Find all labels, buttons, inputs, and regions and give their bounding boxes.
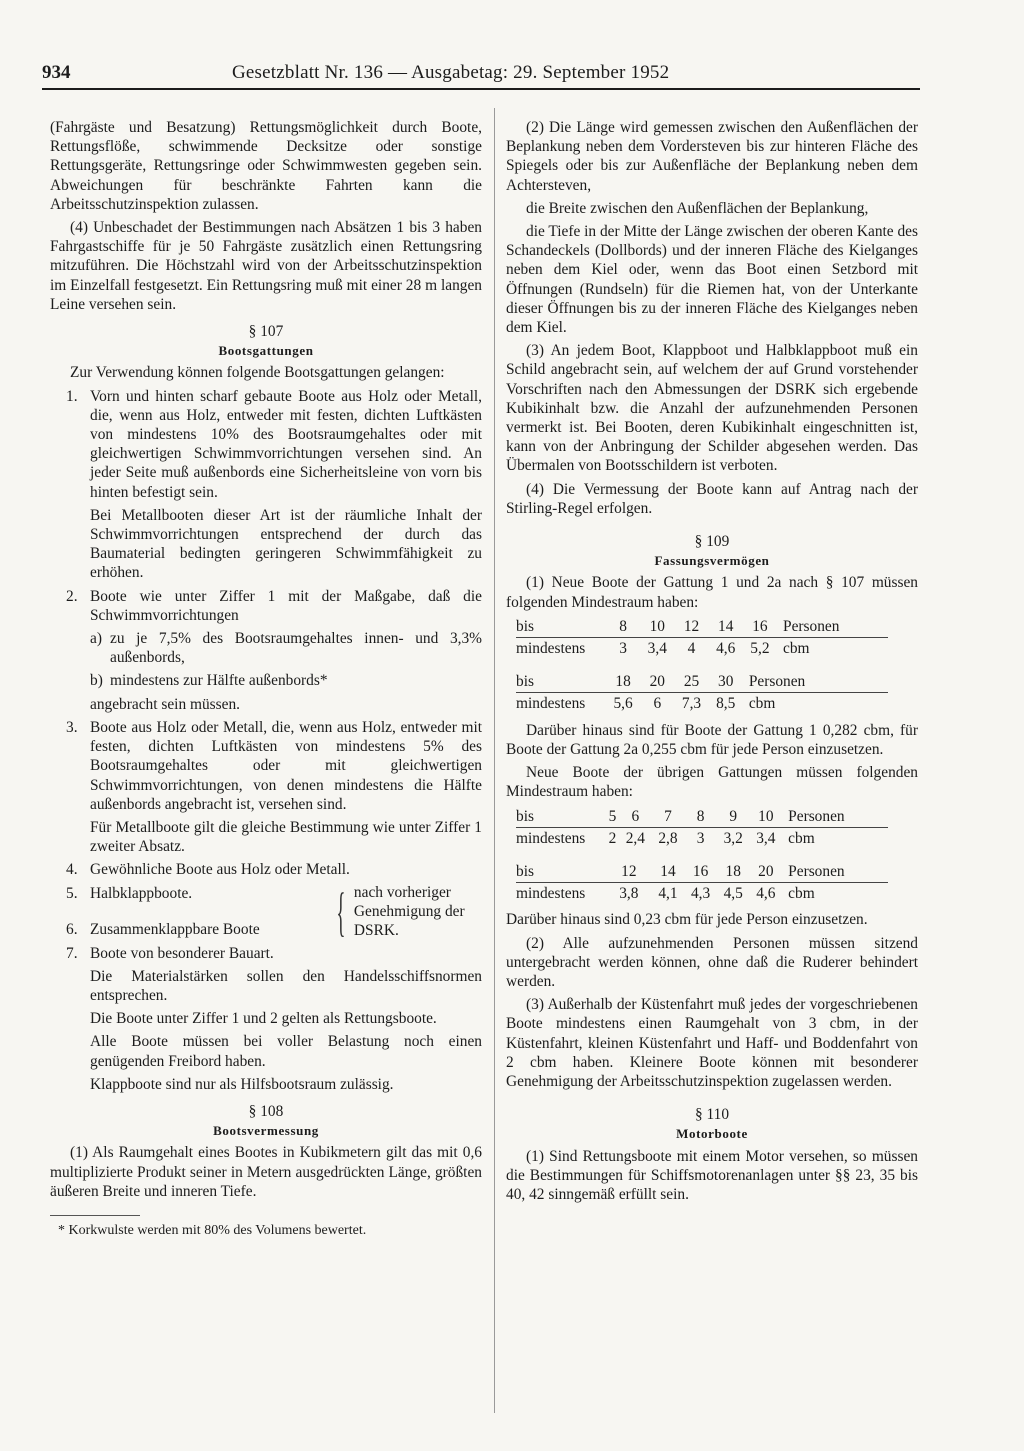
paragraph: die Breite zwischen den Außenflächen der Beplankung, <box>526 199 869 217</box>
item-number: 7. <box>66 944 78 962</box>
paragraph: Darüber hinaus sind für Boote der Gattung 1 0,282 cbm, für Boote der Gattung 2a 0,255 cbm für jede Person einzusetzen. <box>506 721 918 758</box>
paragraph: (1) Als Raumgehalt eines Bootes in Kubikmetern gilt das mit 0,6 multiplizierte Produkt seiner in Metern ausgedrückten Länge, größten äußeren Breite und inneren Tiefe. <box>50 1144 482 1200</box>
table-row <box>516 616 888 638</box>
table-cell: 5 <box>606 806 619 828</box>
table-row <box>516 638 888 660</box>
table-cell: 18 <box>717 861 750 883</box>
table-cell: 30 <box>709 671 743 693</box>
paragraph: Neue Boote der übrigen Gattungen müssen folgenden Mindestraum haben: <box>506 764 918 801</box>
table-cell: 7 <box>652 806 685 828</box>
header-title: Gesetzblatt Nr. 136 — Ausgabetag: 29. September 1952 <box>232 62 670 83</box>
paragraph: (2) Alle aufzunehmenden Personen müssen sitzend untergebracht werden können, ohne daß die Ruderer behindert werden. <box>506 934 918 990</box>
page-number: 934 <box>42 62 71 83</box>
paragraph: (1) Neue Boote der Gattung 1 und 2a nach § 107 müssen folgenden Mindestraum haben: <box>506 574 918 611</box>
brace-group <box>50 881 482 942</box>
left-column <box>50 118 482 1243</box>
paragraph: (1) Sind Rettungsboote mit einem Motor versehen, so müssen die Bestimmungen für Schiffsmotorenanlagen unter §§ 23, 35 bis 40, 42 sinngemäß erfüllt sein. <box>506 1147 918 1203</box>
table-cell: 3,8 <box>619 885 639 903</box>
section-title: Bootsgattungen <box>218 343 314 359</box>
sub-list-item <box>90 671 482 690</box>
paragraph: (4) Die Vermessung der Boote kann auf Antrag nach der Stirling-Regel erfolgen. <box>506 480 918 517</box>
item-text: Vorn und hinten scharf gebaute Boote aus Holz oder Metall, die, wenn aus Holz, entweder mit festen, dichten Luftkästen von mindestens 10% des Bootsraumgehaltes oder mit gleichwertigen Schwimmvorrichtungen versehen sind. An jeder Seite muß außenbords eine Sicherheitsleine von vorn bis hinten befestigt sein. <box>90 387 482 501</box>
table-cell: 3,4 <box>647 640 667 658</box>
table-cell: 12 <box>674 616 708 638</box>
table-cell: 7,3 <box>681 695 702 713</box>
table-cell: 14 <box>652 861 685 883</box>
item-subparagraph: Alle Boote müssen bei voller Belastung noch einen genügenden Freibord haben. <box>90 1033 482 1070</box>
table-cell: 8,5 <box>716 695 736 713</box>
section-number: § 107 <box>248 323 284 341</box>
item-number: 1. <box>66 387 78 405</box>
item-letter: a) <box>90 630 102 648</box>
table-cell: 8 <box>684 806 717 828</box>
paragraph: (2) Die Länge wird gemessen zwischen den Außenflächen der Beplankung neben dem Vordersteven bis zur hinteren Fläche des Spiegels oder bis zur Außenfläche der Beplankung neben dem Achtersteven, <box>506 119 918 194</box>
table-cell: 2,4 <box>625 829 645 847</box>
table-cell: cbm <box>788 829 815 847</box>
table-cell: 4 <box>687 640 696 658</box>
table-cell: 4,6 <box>756 885 776 903</box>
table-row <box>516 693 888 715</box>
section-title: Motorboote <box>676 1126 748 1142</box>
table-cell: bis <box>516 671 606 693</box>
list-item <box>50 718 482 814</box>
table-cell: 6 <box>653 695 662 713</box>
item-number: 5. <box>66 885 78 903</box>
list-item <box>50 387 482 502</box>
list-item <box>50 944 482 963</box>
item-number: 3. <box>66 718 78 736</box>
table-cell: 14 <box>709 616 743 638</box>
table-cell: Personen <box>743 671 888 693</box>
item-number: 6. <box>66 920 78 938</box>
table-cell: 12 <box>606 861 652 883</box>
table-row <box>516 806 888 828</box>
table-cell: 16 <box>684 861 717 883</box>
item-text: Boote von besonderer Bauart. <box>90 944 274 962</box>
table-cell: Personen <box>782 861 888 883</box>
column-divider <box>494 108 495 1413</box>
table-cell: 5,6 <box>613 695 633 713</box>
table-cell: 20 <box>750 861 783 883</box>
item-text: zu je 7,5% des Bootsraumgehaltes innen- und 3,3% außenbords, <box>110 630 482 667</box>
item-text: Zusammenklappbare Boote <box>90 920 260 938</box>
page-header <box>42 58 920 90</box>
item-text: Boote aus Holz oder Metall, die, wenn aus Holz, entweder mit festen, dichten Luftkästen von mindestens 5% des Bootsraumgehaltes oder mit gleichwertigen Schwimmvorrichtungen, von denen mindestens die Hälfte außenbords angebracht ist, versehen sind. <box>90 718 482 813</box>
table-cell: Personen <box>777 616 888 638</box>
paragraph: (3) An jedem Boot, Klappboot und Halbklappboot muß ein Schild angebracht sein, auf welchem der auf Grund vorstehender Vorschriften nach den Abmessungen der DSRK sich ergebende Kubikinhalt bzw. die Anzahl der aufzunehmenden Personen vermerkt ist. Bei Booten, deren Kubikinhalt eingeschnitten ist, kann von der Anbringung der Schilder abgesehen werden. Das Übermalen von Bootsschildern ist verboten. <box>506 342 918 475</box>
table-cell: 16 <box>743 616 777 638</box>
item-number: 2. <box>66 587 78 605</box>
list-item <box>50 587 482 625</box>
table-cell: 10 <box>750 806 783 828</box>
table-cell: 20 <box>640 671 674 693</box>
table-cell: 3,2 <box>723 829 743 847</box>
paragraph: (3) Außerhalb der Küstenfahrt muß jedes der vorgeschriebenen Boote mindestens einen Raumgehalt von 3 cbm, in der Küstenfahrt, kleinen Küstenfahrt und Haff- und Boddenfahrt von 2 cbm haben. Kleinere Boote können mit besonderer Genehmigung der Arbeitsschutzinspektion zugelassen werden. <box>506 996 918 1090</box>
table-cell: 5,2 <box>750 640 770 658</box>
table-row <box>516 883 888 905</box>
table-cell: 3 <box>619 640 627 658</box>
table-cell: 9 <box>717 806 750 828</box>
table-cell: bis <box>516 861 606 883</box>
table-cell: mindestens <box>516 640 586 658</box>
sub-list-item <box>90 629 482 667</box>
section-title: Bootsvermessung <box>213 1123 319 1139</box>
table-cell: bis <box>516 806 606 828</box>
table-cell: cbm <box>783 640 810 658</box>
footnote: * Korkwulste werden mit 80% des Volumens bewertet. <box>58 1222 367 1238</box>
capacity-table-2 <box>516 806 888 905</box>
table-cell: mindestens <box>516 885 586 903</box>
table-cell: 4,3 <box>690 885 711 903</box>
table-cell: 3,4 <box>756 829 776 847</box>
table-cell: 2 <box>608 829 617 847</box>
table-cell: 8 <box>606 616 640 638</box>
item-text: Gewöhnliche Boote aus Holz oder Metall. <box>90 861 350 879</box>
paragraph: (4) Unbeschadet der Bestimmungen nach Absätzen 1 bis 3 haben Fahrgastschiffe für je 50 Fahrgäste zusätzlich einen Rettungsring mitzuführen. Die Höchstzahl wird von der Arbeitsschutzinspektion im Einzelfall festgesetzt. Ein Rettungsring muß mit einer 28 m langen Leine versehen sein. <box>50 219 482 313</box>
table-cell: 4,5 <box>723 885 743 903</box>
table-row <box>516 861 888 883</box>
section-number: § 109 <box>694 533 730 551</box>
table-cell: Personen <box>782 806 888 828</box>
item-subparagraph: angebracht sein müssen. <box>90 695 241 713</box>
footnote-rule <box>50 1215 140 1216</box>
capacity-table-1 <box>516 616 888 715</box>
table-row <box>516 827 888 849</box>
table-cell: 18 <box>606 671 640 693</box>
list-item <box>50 860 482 879</box>
paragraph: die Tiefe in der Mitte der Länge zwischen der oberen Kante des Schandeckels (Dollbords) und der inneren Fläche des Kielganges neben dem Kiel oder, wenn das Boot einen Setzbord mit Öffnungen (Rundseln) für die Riemen hat, von der Unterkante dieser Öffnungen bis zu der inneren Fläche des Kielganges neben dem Kiel. <box>506 223 918 337</box>
section-number: § 108 <box>248 1102 284 1120</box>
item-subparagraph: Klappboote sind nur als Hilfsbootsraum zulässig. <box>90 1075 394 1093</box>
item-subparagraph: Die Boote unter Ziffer 1 und 2 gelten als Rettungsboote. <box>90 1010 437 1028</box>
brace-note: nach vorheriger Genehmigung der DSRK. <box>353 884 465 940</box>
paragraph: (Fahrgäste und Besatzung) Rettungsmöglichkeit durch Boote, Rettungsflöße, schwimmende Decksitze oder sonstige Rettungsgeräte, Rettungsringe oder Schwimmwesten gegeben sein. Abweichungen für beschränkte Fahrten kann die Arbeitsschutzinspektion zulassen. <box>50 119 482 213</box>
table-cell: 4,6 <box>716 640 736 658</box>
table-cell: 4,1 <box>658 885 678 903</box>
item-number: 4. <box>66 861 78 879</box>
brace-icon: { <box>336 881 346 942</box>
section-title: Fassungsvermögen <box>654 553 770 569</box>
section-number: § 110 <box>694 1106 730 1124</box>
table-cell: cbm <box>748 695 776 713</box>
item-letter: b) <box>90 672 103 690</box>
item-subparagraph: Bei Metallbooten dieser Art ist der räumliche Inhalt der Schwimmvorrichtungen entsprechend der durch das Baumaterial bedingten geringeren Schwimmfähigkeit zu erhöhen. <box>90 506 482 582</box>
right-column <box>506 118 918 1208</box>
item-text: Boote wie unter Ziffer 1 mit der Maßgabe, daß die Schwimmvorrichtungen <box>90 587 482 624</box>
table-cell: mindestens <box>516 695 586 713</box>
table-cell: 25 <box>674 671 708 693</box>
item-subparagraph: Die Materialstärken sollen den Handelsschiffsnormen entsprechen. <box>90 967 482 1004</box>
table-cell: bis <box>516 616 606 638</box>
table-cell: 6 <box>619 806 652 828</box>
table-cell: 2,8 <box>658 829 678 847</box>
table-cell: mindestens <box>516 829 586 847</box>
paragraph: Zur Verwendung können folgende Bootsgattungen gelangen: <box>70 364 445 382</box>
table-cell: cbm <box>788 885 815 903</box>
table-cell: 10 <box>640 616 674 638</box>
paragraph: Darüber hinaus sind 0,23 cbm für jede Person einzusetzen. <box>506 911 868 929</box>
item-text: mindestens zur Hälfte außenbords* <box>110 672 328 690</box>
table-cell: 3 <box>696 829 705 847</box>
table-row <box>516 671 888 693</box>
item-text: Halbklappboote. <box>90 885 193 903</box>
item-subparagraph: Für Metallboote gilt die gleiche Bestimmung wie unter Ziffer 1 zweiter Absatz. <box>90 818 482 856</box>
